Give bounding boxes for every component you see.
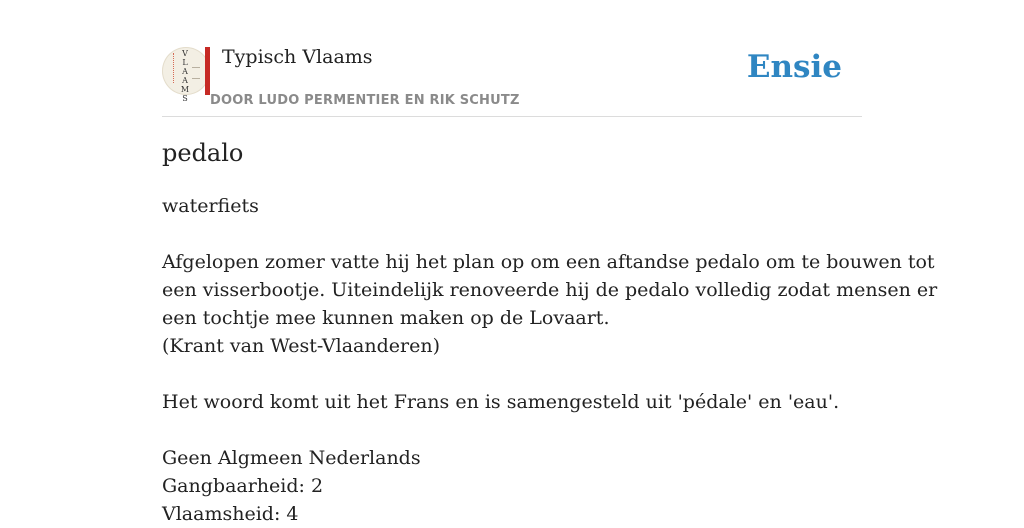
- avatar-letters: [179, 49, 191, 103]
- avatar-decoration: [173, 53, 177, 83]
- dictionary-authors: DOOR LUDO PERMENTIER EN RIK SCHUTZ: [210, 93, 520, 108]
- avatar-letter: L: [182, 58, 188, 67]
- usage-line: Geen Algmeen Nederlands: [162, 447, 421, 469]
- example-source: (Krant van West-Vlaanderen): [162, 335, 440, 357]
- example-line: een tochtje mee kunnen maken op de Lovaart.: [162, 307, 610, 329]
- avatar-letter: A: [182, 67, 188, 76]
- avatar-letter: V: [182, 49, 188, 58]
- example-line: een visserbootje. Uiteindelijk renoveerde hij de pedalo volledig zodat mensen er: [162, 279, 938, 301]
- dictionary-avatar[interactable]: [162, 47, 210, 103]
- avatar-decoration: [192, 67, 200, 79]
- entry-etymology: Het woord komt uit het Frans en is samengesteld uit 'pédale' en 'eau'.: [162, 391, 840, 413]
- ensie-logo[interactable]: Ensie: [746, 49, 842, 85]
- avatar-accent-bar: [205, 47, 210, 95]
- entry-header: [162, 44, 862, 117]
- usage-line: Vlaamsheid: 4: [162, 503, 299, 525]
- entry-definition: waterfiets: [162, 195, 259, 217]
- dictionary-title-link[interactable]: Typisch Vlaams: [222, 46, 373, 68]
- blank-line: [162, 416, 862, 444]
- blank-line: [162, 220, 862, 248]
- blank-line: [162, 360, 862, 388]
- entry-headword: pedalo: [162, 139, 244, 167]
- avatar-letter: S: [182, 94, 188, 103]
- example-line: Afgelopen zomer vatte hij het plan op om een aftandse pedalo om te bouwen tot: [162, 251, 935, 273]
- avatar-letter: A: [182, 76, 188, 85]
- usage-line: Gangbaarheid: 2: [162, 475, 324, 497]
- avatar-letter: M: [180, 85, 190, 94]
- entry-body: [162, 192, 938, 528]
